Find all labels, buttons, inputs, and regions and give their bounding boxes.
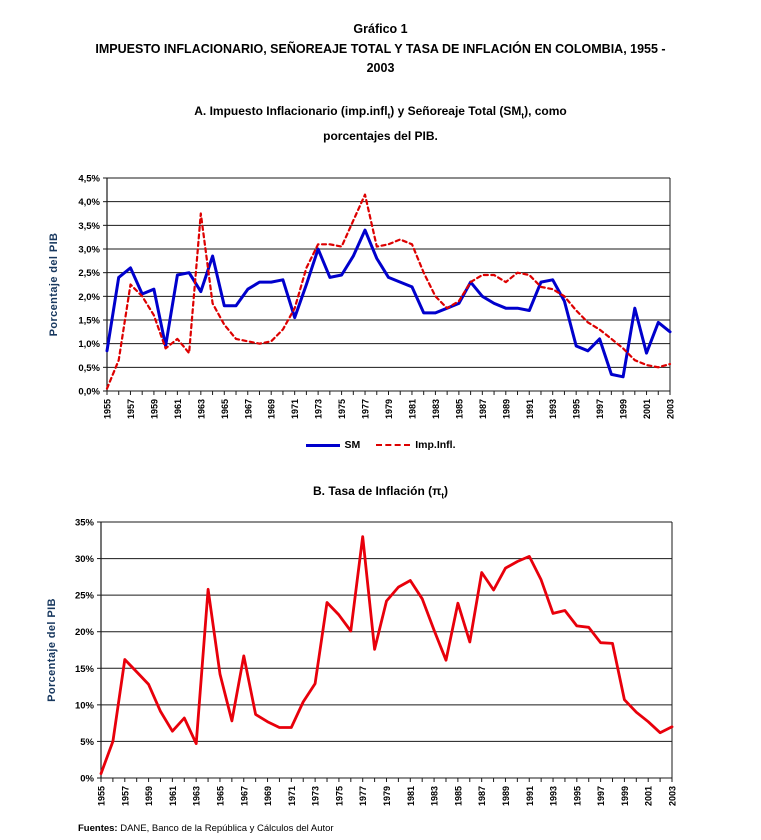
svg-text:2001: 2001 xyxy=(642,399,653,420)
svg-text:1963: 1963 xyxy=(191,786,202,807)
svg-text:1997: 1997 xyxy=(596,786,607,807)
panel-a-subtitle: A. Impuesto Inflacionario (imp.infl$_t$) y Señoreaje Total $(SM_t)$, como porcentajes del PIB. xyxy=(194,104,567,144)
panel-a-subtitle-line2: porcentajes del PIB. xyxy=(323,129,438,144)
source-text: DANE, Banco de la República y Cálculos del Autor xyxy=(117,823,334,834)
svg-text:1983: 1983 xyxy=(430,399,441,420)
svg-text:1977: 1977 xyxy=(358,786,369,807)
svg-text:1969: 1969 xyxy=(266,399,277,420)
source-prefix: Fuentes: xyxy=(78,823,118,834)
svg-text:35%: 35% xyxy=(74,517,94,529)
impinfl-dashed-line-sample-icon xyxy=(376,444,410,446)
svg-text:1999: 1999 xyxy=(618,399,629,420)
main-title xyxy=(0,40,761,78)
legend-item-sm xyxy=(306,439,361,451)
svg-text:2001: 2001 xyxy=(643,786,654,807)
svg-text:1993: 1993 xyxy=(548,399,559,420)
svg-text:1985: 1985 xyxy=(454,399,465,420)
svg-text:1971: 1971 xyxy=(290,399,301,420)
legend-impinfl-label: Imp.Infl. xyxy=(415,439,456,451)
svg-text:1963: 1963 xyxy=(196,399,207,420)
svg-text:30%: 30% xyxy=(74,554,94,566)
svg-text:2003: 2003 xyxy=(665,399,676,420)
svg-text:1975: 1975 xyxy=(337,399,348,420)
svg-text:1983: 1983 xyxy=(429,786,440,807)
svg-text:1967: 1967 xyxy=(239,786,250,807)
main-title-line1: IMPUESTO INFLACIONARIO, SEÑOREAJE TOTAL Y TASA DE INFLACIÓN EN COLOMBIA, 1955 - xyxy=(95,42,666,56)
svg-text:1957: 1957 xyxy=(120,786,131,807)
legend-item-impinfl xyxy=(376,439,455,451)
svg-text:25%: 25% xyxy=(74,590,94,602)
svg-text:3,5%: 3,5% xyxy=(78,220,100,232)
main-title-line2: 2003 xyxy=(366,61,395,75)
svg-text:1979: 1979 xyxy=(384,399,394,420)
svg-text:1965: 1965 xyxy=(219,399,230,420)
svg-text:15%: 15% xyxy=(74,663,94,675)
svg-text:1991: 1991 xyxy=(524,786,535,807)
svg-text:1985: 1985 xyxy=(453,786,464,807)
svg-text:1989: 1989 xyxy=(500,786,511,807)
svg-text:1975: 1975 xyxy=(334,786,345,807)
svg-text:2003: 2003 xyxy=(667,786,678,807)
svg-text:Porcentaje del PIB: Porcentaje del PIB xyxy=(46,598,58,702)
svg-text:0%: 0% xyxy=(80,773,94,785)
svg-text:1955: 1955 xyxy=(96,786,107,807)
svg-text:1969: 1969 xyxy=(263,786,274,807)
svg-text:1959: 1959 xyxy=(149,399,160,420)
seigniorage-inflation-tax-chart xyxy=(0,160,761,460)
svg-text:Porcentaje del PIB: Porcentaje del PIB xyxy=(48,232,60,337)
svg-text:20%: 20% xyxy=(74,627,94,639)
legend-sm-label: SM xyxy=(344,439,361,451)
svg-text:1999: 1999 xyxy=(619,786,630,807)
svg-text:1997: 1997 xyxy=(595,399,606,420)
chart-a-legend xyxy=(0,439,761,451)
svg-text:1,0%: 1,0% xyxy=(78,339,100,351)
svg-text:1993: 1993 xyxy=(548,786,559,807)
svg-text:1987: 1987 xyxy=(477,399,488,420)
svg-text:1981: 1981 xyxy=(407,399,418,420)
svg-text:4,5%: 4,5% xyxy=(78,173,100,185)
svg-text:1957: 1957 xyxy=(125,399,136,420)
svg-text:1961: 1961 xyxy=(172,399,183,420)
svg-text:1959: 1959 xyxy=(144,786,155,807)
svg-text:1977: 1977 xyxy=(360,399,371,420)
inflation-rate-chart xyxy=(0,505,761,840)
svg-text:10%: 10% xyxy=(74,700,94,712)
svg-text:1973: 1973 xyxy=(310,786,321,807)
svg-text:1965: 1965 xyxy=(215,786,226,807)
source-note xyxy=(78,823,334,834)
svg-text:1979: 1979 xyxy=(382,786,392,807)
svg-text:3,0%: 3,0% xyxy=(78,244,100,256)
figure-number: Gráfico 1 xyxy=(353,22,408,36)
svg-text:1995: 1995 xyxy=(571,399,582,420)
svg-text:1971: 1971 xyxy=(286,786,297,807)
svg-text:1973: 1973 xyxy=(313,399,324,420)
svg-text:1955: 1955 xyxy=(102,399,113,420)
svg-text:1,5%: 1,5% xyxy=(78,315,100,327)
svg-text:1991: 1991 xyxy=(524,399,535,420)
svg-text:0,5%: 0,5% xyxy=(78,362,100,374)
svg-text:1981: 1981 xyxy=(405,786,416,807)
svg-text:1961: 1961 xyxy=(167,786,178,807)
svg-text:1995: 1995 xyxy=(572,786,583,807)
sm-line-sample-icon xyxy=(306,444,340,447)
svg-text:0,0%: 0,0% xyxy=(78,386,100,398)
svg-text:4,0%: 4,0% xyxy=(78,197,100,209)
svg-text:1987: 1987 xyxy=(477,786,488,807)
svg-text:2,5%: 2,5% xyxy=(78,268,100,280)
svg-text:1989: 1989 xyxy=(501,398,512,420)
svg-text:2,0%: 2,0% xyxy=(78,291,100,303)
svg-text:5%: 5% xyxy=(80,736,94,748)
panel-b-subtitle: B. Tasa de Inflación $(\pi_t)$ xyxy=(313,484,448,501)
svg-text:1967: 1967 xyxy=(243,399,254,420)
